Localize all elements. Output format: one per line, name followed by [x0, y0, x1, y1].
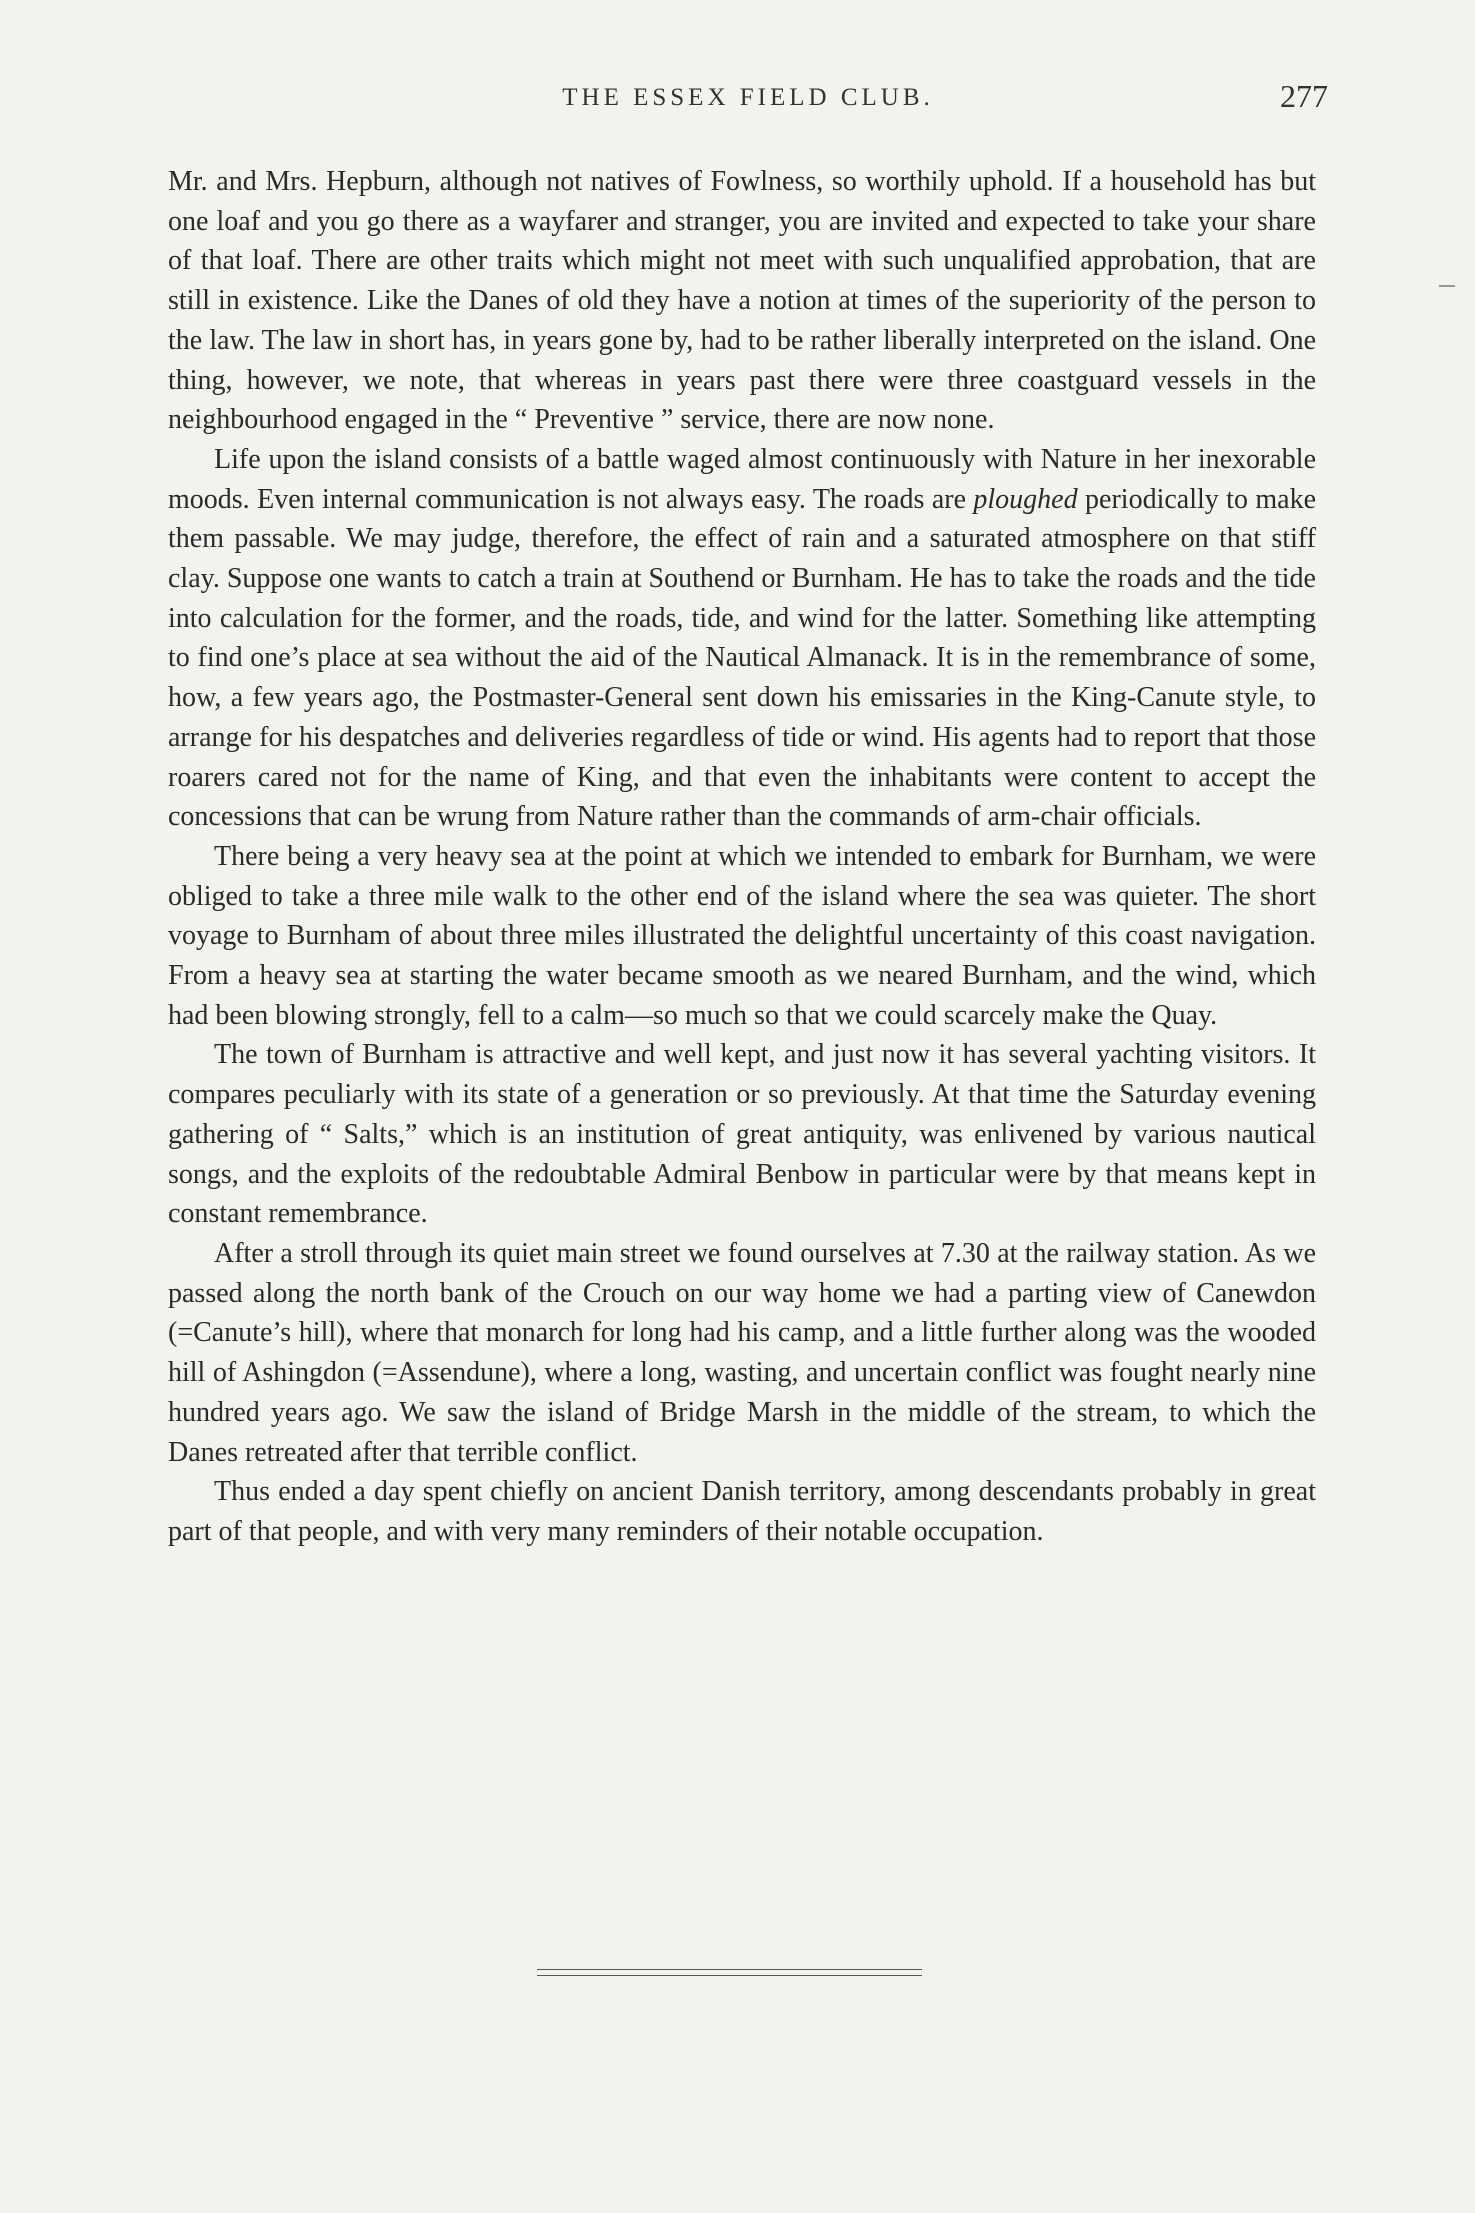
body-text — [168, 162, 1316, 1552]
paragraph-island-life-start: Life upon the island consists of a battle waged almost continuously with Nature in her inexorable moods. Even internal communication is not always easy. The roads are — [168, 443, 1316, 515]
section-end-rule-top — [537, 1969, 922, 1970]
paragraph-railway: After a stroll through its quiet main street we found ourselves at 7.30 at the railway station. As we passed along the north bank of the Crouch on our way home we had a parting view of Canewdon (=Canute’s hill), where that monarch for long had his camp, and a little further along was the wooded hill of Ashingdon (=Assendune), where a long, wasting, and uncertain conflict was fought nearly nine hundred years ago. We saw the island of Bridge Marsh in the middle of the stream, to which the Danes retreated after that terrible conflict. — [168, 1237, 1316, 1468]
paragraph-voyage: There being a very heavy sea at the point at which we intended to embark for Burnham, we were obliged to take a three mile walk to the other end of the island where the sea was quieter. The short voyage to Burnham of about three miles illustrated the delightful uncertainty of this coast navigation. From a heavy sea at starting the water became smooth as we neared Burnham, and the wind, which had been blowing strongly, fell to a calm—so much so that we could scarcely make the Quay. — [168, 840, 1316, 1031]
running-head — [168, 78, 1328, 128]
page-number: 277 — [1280, 78, 1328, 114]
paragraph-burnham: The town of Burnham is attractive and well kept, and just now it has several yachting visitors. It compares peculiarly with its state of a generation or so previously. At that time the Saturday evening gathering of “ Salts,” which is an institution of great antiquity, was enlivened by various nautical songs, and the exploits of the redoubtable Admiral Benbow in particular were by that means kept in constant remembrance. — [168, 1039, 1316, 1230]
margin-mark — [1439, 285, 1455, 287]
running-title: THE ESSEX FIELD CLUB. — [562, 84, 934, 111]
paragraph-island-life — [168, 440, 1316, 837]
paragraph-conclusion: Thus ended a day spent chiefly on ancient Danish territory, among descendants probably in great part of that people, and with very many reminders of their notable occupation. — [168, 1476, 1316, 1547]
paragraph-hospitality: Mr. and Mrs. Hepburn, although not natives of Fowlness, so worthily uphold. If a household has but one loaf and you go there as a wayfarer and stranger, you are invited and expected to take your share of that loaf. There are other traits which might not meet with such unqualified approbation, that are still in existence. Like the Danes of old they have a notion at times of the superiority of the person to the law. The law in short has, in years gone by, had to be rather liberally interpreted on the island. One thing, however, we note, that whereas in years past there were three coastguard vessels in the neighbourhood engaged in the “ Preventive ” service, there are now none. — [168, 166, 1316, 436]
section-end-rule-bottom — [537, 1975, 922, 1976]
paragraph-island-life-end: periodically to make them passable. We may judge, therefore, the effect of rain and a saturated atmosphere on that stiff clay. Suppose one wants to catch a train at Southend or Burnham. He has to take the roads and the tide into calculation for the former, and the roads, tide, and wind for the latter. Something like attempting to find one’s place at sea without the aid of the Nautical Almanack. It is in the remembrance of some, how, a few years ago, the Postmaster-General sent down his emissaries in the King-Canute style, to arrange for his despatches and deliveries regardless of tide or wind. His agents had to report that those roarers cared not for the name of King, and that even the inhabitants were content to accept the concessions that can be wrung from Nature rather than the commands of arm-chair officials. — [168, 483, 1316, 833]
emphasis-ploughed: ploughed — [973, 483, 1078, 515]
